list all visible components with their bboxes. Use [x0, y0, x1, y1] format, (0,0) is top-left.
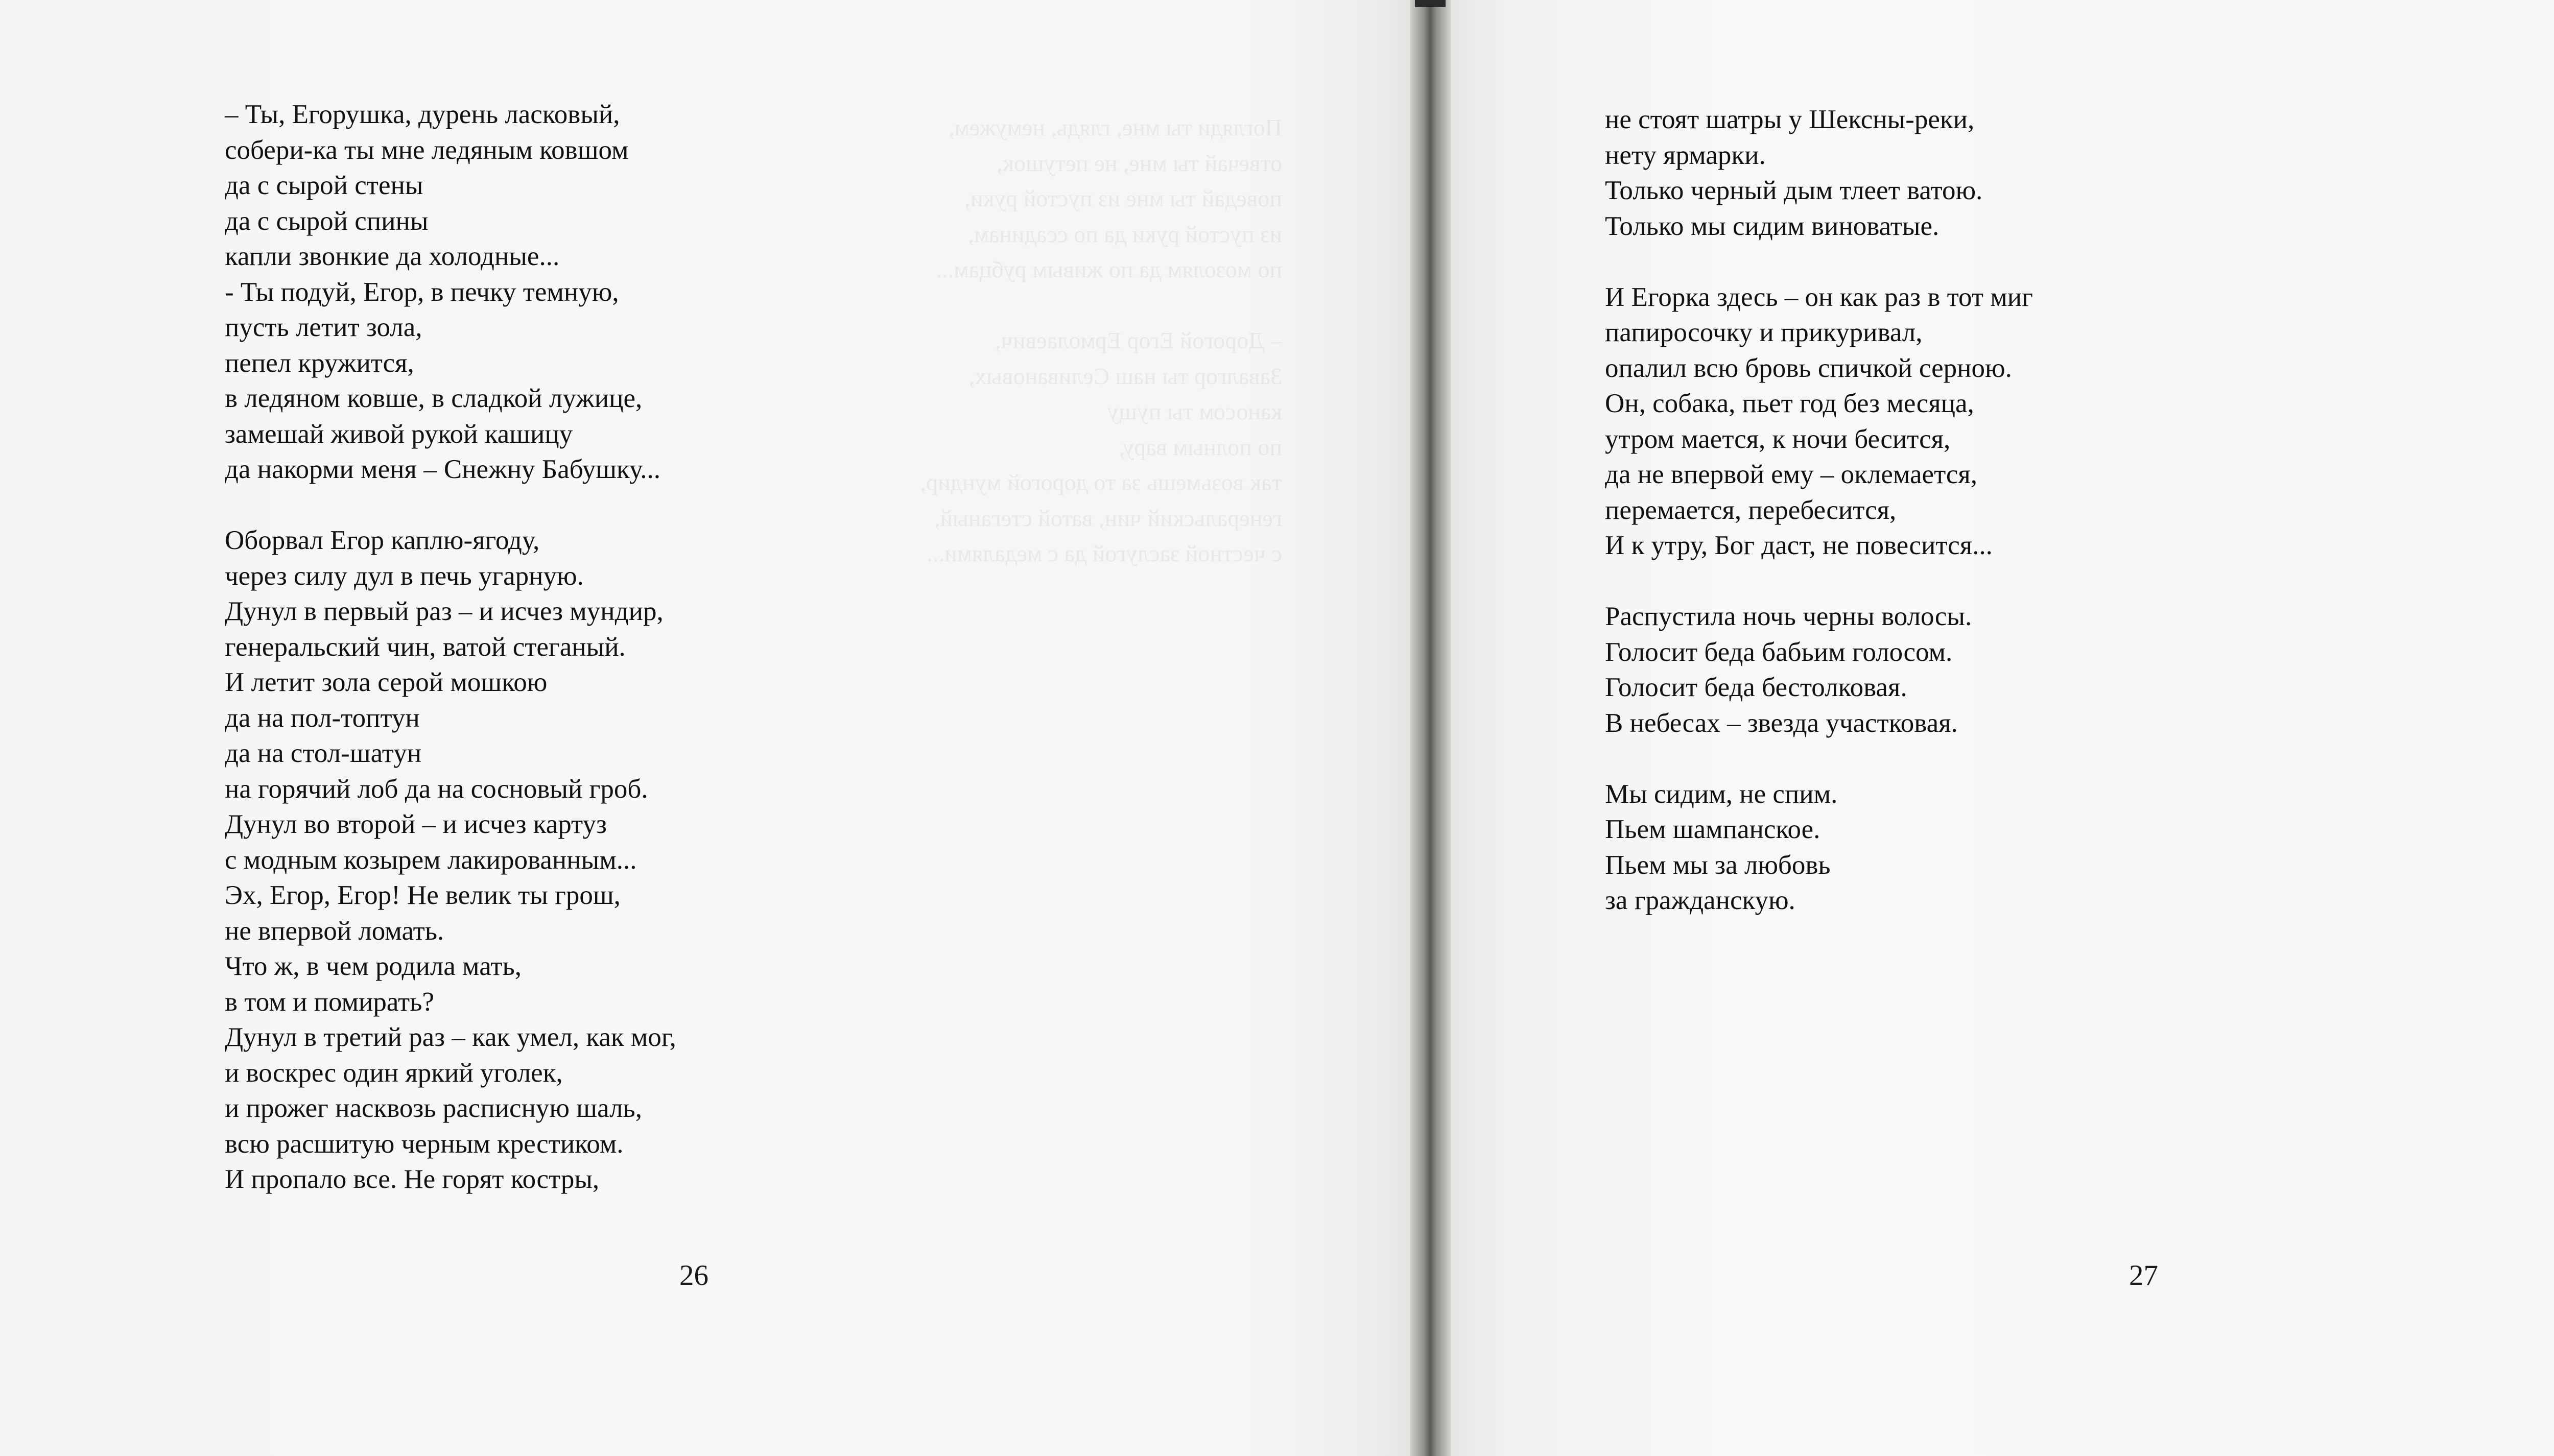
poem-line: Мы сидим, не спим. [1605, 779, 1838, 809]
poem-line: пепел кружится, [225, 348, 414, 378]
poem-line: Только черный дым тлеет ватою. [1605, 176, 1983, 205]
poem-line: Голосит беда бестолковая. [1605, 673, 1907, 702]
poem-line: опалил всю бровь спичкой серною. [1605, 353, 2012, 383]
poem-line: - Ты подуй, Егор, в печку темную, [225, 277, 619, 307]
right-page [1451, 0, 2554, 1456]
left-page-poem [225, 97, 676, 1198]
poem-line: да с сырой стены [225, 171, 423, 200]
poem-line: Эх, Егор, Егор! Не велик ты грош, [225, 880, 621, 910]
poem-line: Дунул во второй – и исчез картуз [225, 809, 607, 839]
poem-line: да с сырой спины [225, 206, 429, 236]
poem-line: не впервой ломать. [225, 916, 444, 946]
poem-line: нету ярмарки. [1605, 140, 1766, 170]
poem-line: И пропало все. Не горят костры, [225, 1164, 600, 1194]
poem-line: Что ж, в чем родила мать, [225, 951, 522, 981]
poem-line: Голосит беда бабьим голосом. [1605, 637, 1953, 667]
poem-line: Оборвал Егор каплю-ягоду, [225, 526, 540, 555]
gutter-edge [1415, 0, 1446, 7]
poem-line: утром мается, к ночи бесится, [1605, 424, 1951, 454]
book-gutter [1410, 0, 1451, 1456]
poem-line: на горячий лоб да на сосновый гроб. [225, 774, 648, 804]
right-page-poem [1605, 102, 2033, 919]
poem-line: и прожег насквозь расписную шаль, [225, 1093, 642, 1123]
poem-line: И летит зола серой мошкою [225, 667, 548, 697]
poem-line: всю расшитую черным крестиком. [225, 1129, 624, 1159]
poem-line: Пьем шампанское. [1605, 815, 1820, 844]
poem-line: капли звонкие да холодные... [225, 242, 560, 271]
poem-line: И Егорка здесь – он как раз в тот миг [1605, 282, 2033, 312]
poem-line: папиросочку и прикуривал, [1605, 318, 1923, 347]
right-page-number: 27 [2129, 1259, 2158, 1292]
bleed-through-text: Погляди ты мне, глядь, немужем, отвечай ты мне, не петушок, поведай ты мне из пустой руки, из пустой руки да по ссадинам, по мозолям да по живым рубцам... – Дорогой Егор Ермолаевич, Завалгор ты наш Селивановых, каносом ты пущу по полным вару, так возьмешь за то дорогой мундир, генеральский чин, ватой стеганый, с честной заслугой да с медалями... [920, 114, 1282, 566]
poem-line: перемается, перебесится, [1605, 495, 1897, 525]
poem-line: В небесах – звезда участковая. [1605, 708, 1958, 738]
poem-line: с модным козырем лакированным... [225, 845, 637, 875]
poem-line: Только мы сидим виноватые. [1605, 211, 1940, 241]
poem-line: да не впервой ему – оклемается, [1605, 460, 1978, 489]
poem-line: да накорми меня – Снежну Бабушку... [225, 455, 660, 484]
poem-line: и воскрес один яркий уголек, [225, 1058, 563, 1088]
poem-line: замешай живой рукой кашицу [225, 419, 573, 449]
stanza-break [1605, 244, 2033, 280]
poem-line: Дунул в третий раз – как умел, как мог, [225, 1022, 676, 1052]
poem-line: – Ты, Егорушка, дурень ласковый, [225, 100, 620, 129]
poem-line: Дунул в первый раз – и исчез мундир, [225, 596, 664, 626]
poem-line: в том и помирать? [225, 987, 434, 1017]
poem-line: собери-ка ты мне ледяным ковшом [225, 135, 629, 165]
poem-line: да на стол-шатун [225, 738, 422, 768]
poem-line: Пьем мы за любовь [1605, 850, 1831, 880]
stanza-break [1605, 564, 2033, 600]
poem-line: Распустила ночь черны волосы. [1605, 602, 1972, 631]
poem-line: пусть летит зола, [225, 313, 422, 342]
poem-line: за гражданскую. [1605, 886, 1795, 915]
poem-line: да на пол-топтун [225, 703, 420, 733]
poem-line: не стоят шатры у Шексны-реки, [1605, 105, 1975, 134]
stanza-break [225, 488, 676, 523]
poem-line: через силу дул в печь угарную. [225, 561, 584, 591]
poem-line: в ледяном ковше, в сладкой лужице, [225, 384, 643, 413]
left-page-number: 26 [679, 1259, 708, 1292]
poem-line: генеральский чин, ватой стеганый. [225, 632, 626, 662]
poem-line: Он, собака, пьет год без месяца, [1605, 389, 1974, 418]
stanza-break [1605, 741, 2033, 777]
poem-line: И к утру, Бог даст, не повесится... [1605, 531, 1993, 560]
